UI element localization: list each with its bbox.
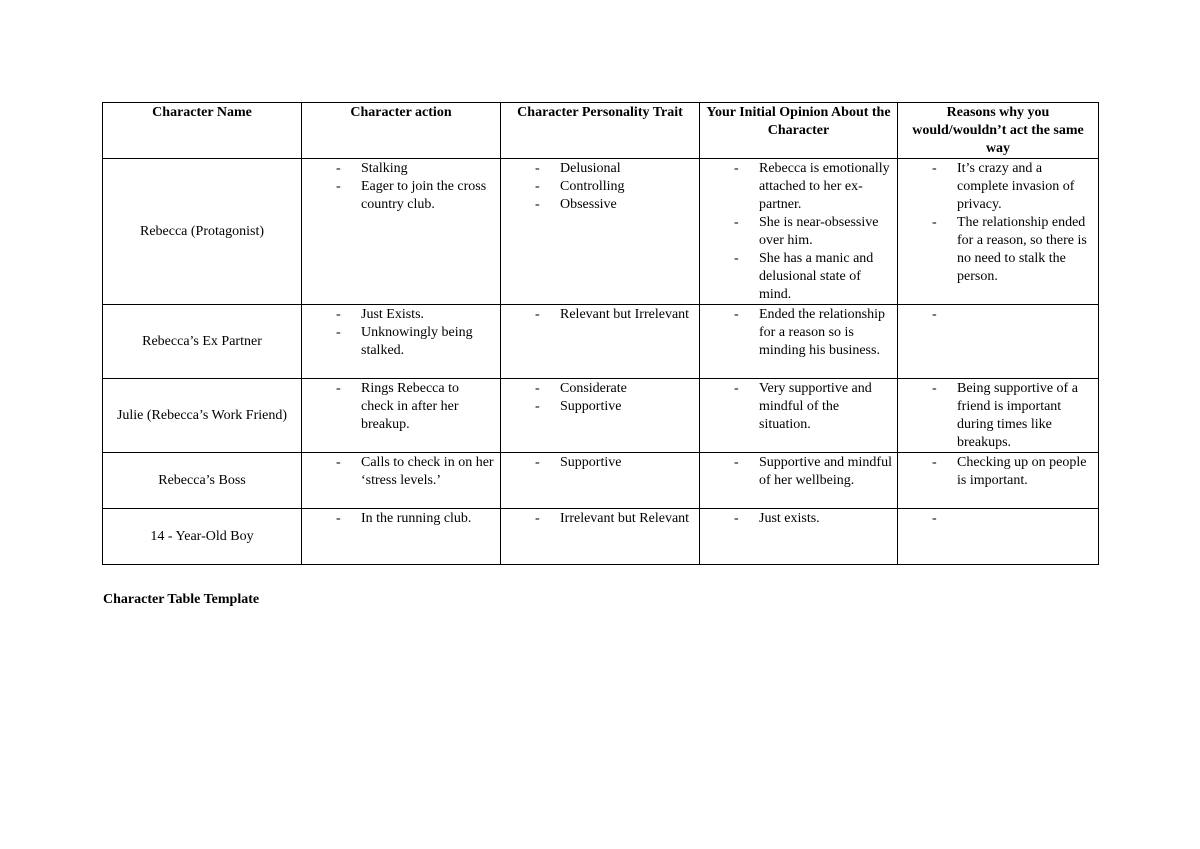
list-item: - Controlling bbox=[506, 178, 694, 196]
list-item: - The relationship ended for a reason, so there is no need to stalk the person. bbox=[903, 214, 1093, 286]
list-item: - Calls to check in on her ‘stress levels.’ bbox=[307, 454, 495, 490]
table-row bbox=[103, 453, 1099, 509]
personality-trait-cell bbox=[501, 509, 700, 565]
list-item: - Being supportive of a friend is important during times like breakups. bbox=[903, 380, 1093, 452]
character-name-cell: Julie (Rebecca’s Work Friend) bbox=[103, 379, 302, 453]
list-item: - It’s crazy and a complete invasion of privacy. bbox=[903, 160, 1093, 214]
header-reasons: Reasons why you would/wouldn’t act the same way bbox=[898, 103, 1099, 159]
personality-trait-cell bbox=[501, 379, 700, 453]
table-row bbox=[103, 159, 1099, 305]
personality-trait-cell bbox=[501, 305, 700, 379]
character-name-cell: 14 - Year-Old Boy bbox=[103, 509, 302, 565]
personality-trait-cell bbox=[501, 453, 700, 509]
character-action-cell bbox=[302, 159, 501, 305]
reasons-cell bbox=[898, 159, 1099, 305]
list-item: - She has a manic and delusional state of mind. bbox=[705, 250, 892, 304]
table-row bbox=[103, 509, 1099, 565]
list-item: - Supportive bbox=[506, 398, 694, 416]
character-name-cell: Rebecca (Protagonist) bbox=[103, 159, 302, 305]
header-character-action: Character action bbox=[302, 103, 501, 159]
initial-opinion-cell bbox=[700, 379, 898, 453]
reasons-cell bbox=[898, 305, 1099, 379]
list-item: - Considerate bbox=[506, 380, 694, 398]
initial-opinion-cell bbox=[700, 509, 898, 565]
list-item: - In the running club. bbox=[307, 510, 495, 528]
list-item: - Supportive bbox=[506, 454, 694, 472]
table-row bbox=[103, 379, 1099, 453]
list-item: - Irrelevant but Relevant bbox=[506, 510, 694, 528]
list-item: - Delusional bbox=[506, 160, 694, 178]
personality-trait-cell bbox=[501, 159, 700, 305]
list-item: - Eager to join the cross country club. bbox=[307, 178, 495, 214]
list-item: - Relevant but Irrelevant bbox=[506, 306, 694, 324]
list-item: - Checking up on people is important. bbox=[903, 454, 1093, 490]
character-table bbox=[102, 102, 1099, 565]
list-item: - Unknowingly being stalked. bbox=[307, 324, 495, 360]
character-action-cell bbox=[302, 453, 501, 509]
table-row bbox=[103, 305, 1099, 379]
header-personality-trait: Character Personality Trait bbox=[501, 103, 700, 159]
list-item: - Supportive and mindful of her wellbeing. bbox=[705, 454, 892, 490]
character-name-cell: Rebecca’s Ex Partner bbox=[103, 305, 302, 379]
list-item: - Stalking bbox=[307, 160, 495, 178]
list-item: - She is near-obsessive over him. bbox=[705, 214, 892, 250]
reasons-cell bbox=[898, 509, 1099, 565]
header-row bbox=[103, 103, 1099, 159]
character-action-cell bbox=[302, 509, 501, 565]
header-character-name: Character Name bbox=[103, 103, 302, 159]
list-item: - Just Exists. bbox=[307, 306, 495, 324]
initial-opinion-cell bbox=[700, 453, 898, 509]
character-name-cell: Rebecca’s Boss bbox=[103, 453, 302, 509]
list-item: - Very supportive and mindful of the situation. bbox=[705, 380, 892, 434]
reasons-cell bbox=[898, 379, 1099, 453]
initial-opinion-cell bbox=[700, 305, 898, 379]
initial-opinion-cell bbox=[700, 159, 898, 305]
list-item: - Rebecca is emotionally attached to her ex-partner. bbox=[705, 160, 892, 214]
header-initial-opinion: Your Initial Opinion About the Character bbox=[700, 103, 898, 159]
list-item: - Obsessive bbox=[506, 196, 694, 214]
reasons-cell bbox=[898, 453, 1099, 509]
list-item: - Just exists. bbox=[705, 510, 892, 528]
character-action-cell bbox=[302, 379, 501, 453]
character-action-cell bbox=[302, 305, 501, 379]
table-caption: Character Table Template bbox=[103, 592, 260, 607]
list-item: - Ended the relationship for a reason so is minding his business. bbox=[705, 306, 892, 360]
list-item: - Rings Rebecca to check in after her breakup. bbox=[307, 380, 495, 434]
